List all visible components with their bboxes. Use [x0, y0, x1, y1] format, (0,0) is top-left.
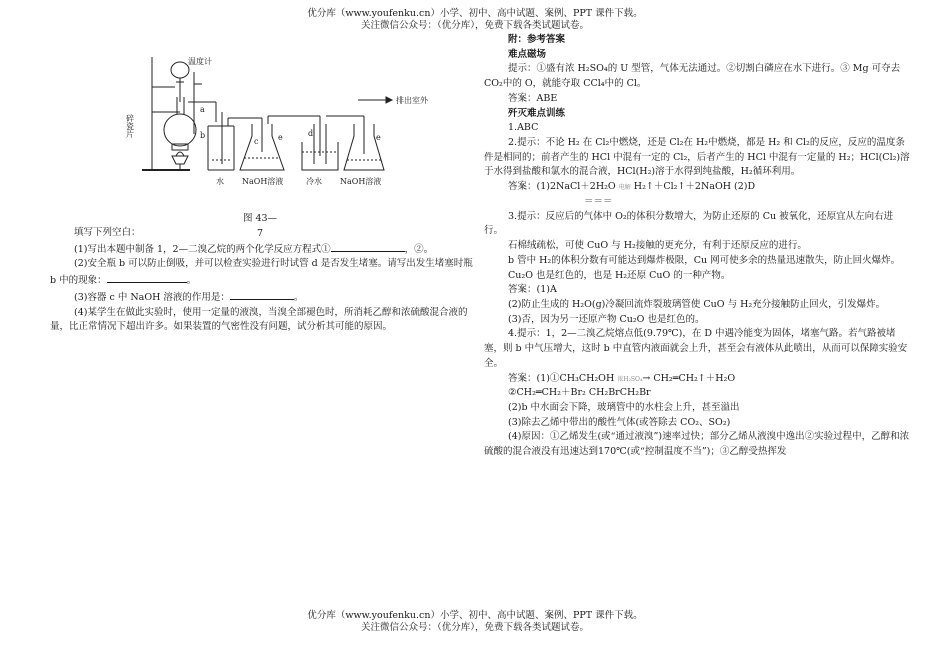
hint-3-b: 石棉绒疏松，可使 CuO 与 H₂接触的更充分，有利于还原反应的进行。 — [508, 240, 807, 252]
instruction: 填写下列空白： — [74, 227, 141, 238]
reaction-2-right: CH₂BrCH₂Br — [588, 387, 651, 399]
answer-4-3: (2)b 中水面会下降，玻璃管中的水柱会上升，甚至溢出 — [508, 401, 740, 413]
question-1-end: 。 — [423, 243, 434, 255]
thermometer-label: 温度计 — [188, 57, 212, 66]
figure-caption: 图 43—7 — [242, 213, 278, 239]
reaction-1-right: CH₂═CH₂↑＋H₂O — [653, 372, 736, 384]
question-section — [50, 226, 478, 335]
question-2-text: (2)安全瓶 b 可以防止倒吸，并可以检查实验进行时试管 d 是否发生堵塞。请写出发生堵塞时瓶 b 中的现象： — [50, 258, 473, 287]
equals-sign: ＝＝＝ — [584, 195, 613, 207]
question-1-sep: ，② — [404, 243, 424, 255]
hint-3: 3.提示：反应后的气体中 O₂的体积分数增大，为防止还原的 Cu 被氧化，还原宜从左向右进行。 — [484, 210, 894, 237]
label-d: d — [308, 129, 314, 138]
label-c: c — [254, 137, 259, 146]
label-e-1: e — [278, 133, 283, 142]
answer-4-4: (3)除去乙烯中带出的酸性气体(或答除去 CO₂、SO₂) — [508, 416, 731, 428]
hint-4: 4.提示：1，2—二溴乙烷熔点低(9.79℃)，在 D 中遇冷能变为固体，堵塞气路。若气路被堵塞，则 b 中气压增大，这时 b 中直管内液面就会上升，甚至会有液体从此喷出，从而可以保障实验安全。 — [484, 328, 908, 369]
question-3-end: 。 — [293, 291, 304, 303]
section-heading-2: 歼灭难点训练 — [508, 107, 566, 119]
exhaust-label: 排出室外 — [396, 96, 428, 105]
section-heading-1: 难点磁场 — [508, 48, 547, 60]
answer-3-3: (3)否，因为另一还原产物 Cu₂O 也是红色的。 — [508, 313, 705, 325]
answer-4-2 — [484, 386, 912, 401]
page-header — [0, 8, 950, 32]
answer-4-5: (4)原因：①乙烯发生(或“通过液溴”)速率过快；部分乙烯从液溴中逸出②实验过程中，乙醇和浓硫酸的混合液没有迅速达到170℃(或“控制温度不当”)；③乙醇受热挥发 — [484, 431, 910, 458]
question-3 — [50, 289, 478, 306]
cold-water-label: 冷水 — [306, 177, 322, 186]
naoh-label-2: NaOH溶液 — [340, 177, 382, 186]
answer-1: 答案：ABE — [508, 92, 558, 104]
answer-4-1: 答案：(1)①CH₃CH₂OH 浓H₂SO₄→ CH₂═CH₂↑＋H₂O — [508, 372, 736, 384]
header-line-2: 关注微信公众号：（优分库），免费下载各类试题试卷。 — [360, 20, 589, 31]
naoh-label-1: NaOH溶液 — [242, 177, 284, 186]
answer-blank-3[interactable] — [107, 272, 187, 283]
answer-2-right: H₂↑＋Cl₂↑＋2NaOH (2)D — [633, 181, 756, 193]
shards-label: 碎瓷片 — [125, 114, 135, 138]
header-line-1: 优分库（www.youfenku.cn）小学、初中、高中试题、案例、PPT 课件下载。 — [307, 8, 643, 19]
reaction-2-left: ②CH₂═CH₂＋Br₂ — [508, 387, 586, 399]
question-2-end: 。 — [186, 275, 197, 287]
answer-3-1: 答案：(1)A — [508, 284, 557, 296]
question-2 — [50, 257, 478, 288]
label-a: a — [200, 105, 205, 114]
reaction-1-left: 答案：(1)①CH₃CH₂OH — [508, 372, 615, 384]
question-1 — [50, 241, 478, 258]
footer-line-2: 关注微信公众号：（优分库），免费下载各类试题试卷。 — [360, 622, 589, 633]
question-1-text: (1)写出本题中制备 1，2—二溴乙烷的两个化学反应方程式① — [74, 243, 331, 255]
answer-section — [484, 33, 912, 460]
reaction-1-condition: 浓H₂SO₄ — [617, 375, 643, 383]
answer-2 — [484, 180, 912, 209]
training-answer-1: 1.ABC — [508, 122, 539, 134]
question-3-text: (3)容器 c 中 NaOH 溶液的作用是： — [74, 291, 230, 303]
hint-1: 提示：①盛有浓 H₂SO₄的 U 型管，气体无法通过。②切割白磷应在水下进行。③ Mg 可夺去 CO₂中的 O，就能夺取 CCl₄中的 Cl。 — [484, 63, 901, 90]
footer-line-1: 优分库（www.youfenku.cn）小学、初中、高中试题、案例、PPT 课件下载。 — [307, 610, 643, 621]
answer-3-2: (2)防止生成的 H₂O(g)冷凝回流炸裂玻璃管使 CuO 与 H₂充分接触防止回火，引发爆炸。 — [508, 298, 886, 310]
answers-title: 附：参考答案 — [508, 34, 566, 45]
answer-blank-1[interactable] — [331, 241, 405, 252]
page-footer — [0, 610, 950, 634]
label-b: b — [200, 131, 206, 140]
label-e-2: e — [376, 133, 381, 142]
electrolysis-condition: 电解 — [618, 184, 631, 192]
answer-blank-4[interactable] — [230, 289, 294, 300]
hint-2: 2.提示：不论 H₂ 在 Cl₂中燃烧，还是 Cl₂在 H₂中燃烧，都是 H₂ 和 Cl₂的反应，反应的温度条件是相同的；前者产生的 HCl 中混有一定的 Cl₂，后者产生的 HCl 中混有一定量的 H₂；HCl(Cl₂)溶于水得到盐酸和氯水的混合液，HCl(H₂)溶于水得到纯盐酸，H₂循环利用。 — [484, 137, 910, 178]
apparatus-figure — [125, 52, 480, 192]
hint-3-d: Cu₂O 也是红色的，也是 H₂还原 CuO 的一种产物。 — [508, 269, 731, 281]
hint-3-c: b 管中 H₂的体积分数有可能达到爆炸极限，Cu 网可使多余的热量迅速散失，防止回火爆炸。 — [508, 254, 901, 266]
water-label: 水 — [216, 177, 224, 186]
question-4: (4)某学生在做此实验时，使用一定量的液溴，当溴全部褪色时，所消耗乙醇和浓硫酸混合液的量，比正常情况下超出许多。如果装置的气密性没有问题，试分析其可能的原因。 — [50, 306, 468, 333]
answer-2-left: 答案：(1)2NaCl＋2H₂O — [508, 181, 616, 193]
